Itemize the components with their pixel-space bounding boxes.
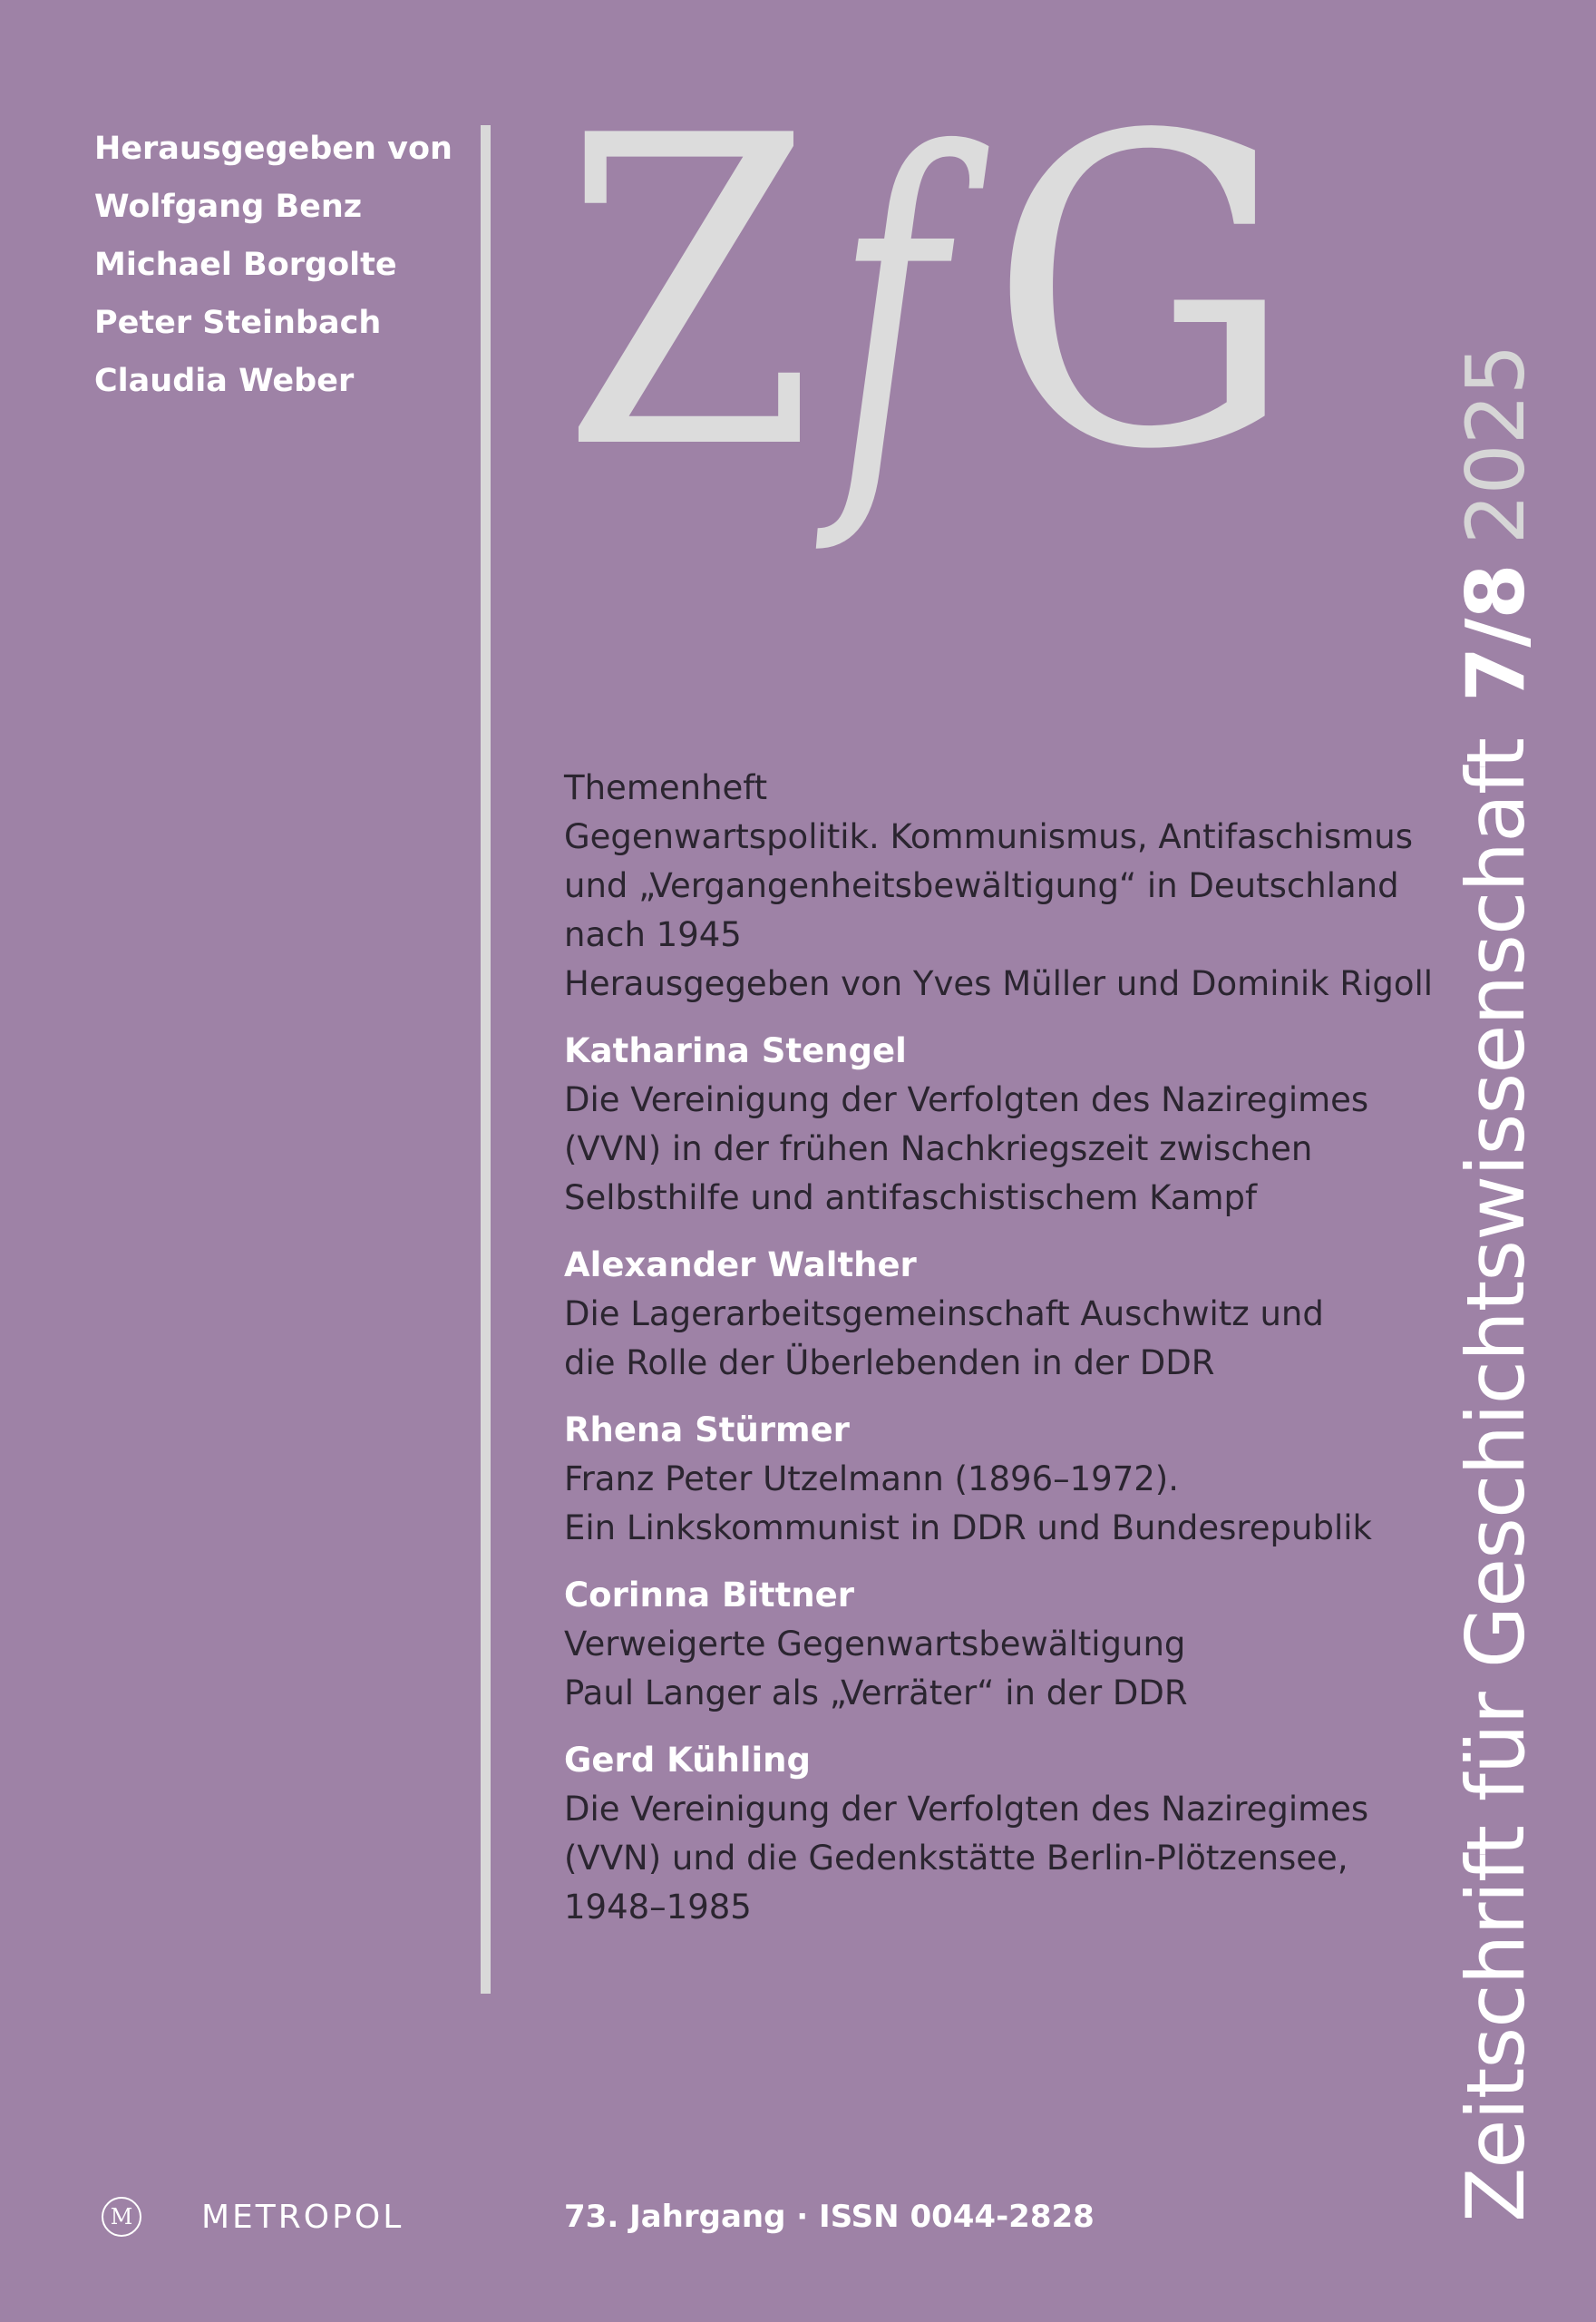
issue-number: 7/8 <box>1449 564 1542 702</box>
article-title-line: Die Vereinigung der Verfolgten des Naziregimes <box>564 1790 1369 1829</box>
article-item <box>564 1027 1416 1223</box>
theme-title-line: und „Vergangenheitsbewältigung“ in Deutschland <box>564 866 1399 905</box>
theme-title-line: nach 1945 <box>564 915 742 954</box>
theme-title-line: Gegenwartspolitik. Kommunismus, Antifaschismus <box>564 817 1414 856</box>
article-title-line: Die Vereinigung der Verfolgten des Naziregimes <box>564 1080 1369 1119</box>
article-title-line: Selbsthilfe und antifaschistischem Kampf <box>564 1178 1258 1217</box>
article-title-line: Ein Linkskommunist in DDR und Bundesrepublik <box>564 1508 1372 1547</box>
journal-spine-title <box>1451 345 1542 2222</box>
zfg-logo <box>544 45 1360 608</box>
editor-name: Peter Steinbach <box>94 305 382 341</box>
theme-block <box>564 764 1434 1009</box>
editor-name: Wolfgang Benz <box>94 189 363 225</box>
metropol-logo-icon <box>102 2197 141 2237</box>
article-title-line: Paul Langer als „Verräter“ in der DDR <box>564 1673 1188 1712</box>
article-title-line: Franz Peter Utzelmann (1896–1972). <box>564 1459 1179 1498</box>
article-title-line: (VVN) und die Gedenkstätte Berlin-Plötzensee, <box>564 1839 1348 1878</box>
article-item <box>564 1736 1416 1932</box>
article-author: Corinna Bittner <box>564 1576 854 1615</box>
article-author: Gerd Kühling <box>564 1741 811 1780</box>
article-title-line: (VVN) in der frühen Nachkriegszeit zwischen <box>564 1129 1313 1168</box>
logo-letter-g: G <box>988 46 1295 542</box>
logo-letter-z: Z <box>562 46 814 542</box>
article-author: Alexander Walther <box>564 1245 917 1284</box>
article-item <box>564 1406 1416 1553</box>
editors-block <box>94 120 457 410</box>
article-title-line: Die Lagerarbeitsgemeinschaft Auschwitz und <box>564 1294 1324 1333</box>
journal-title: Zeitschrift für Geschichtswissenschaft <box>1449 737 1542 2222</box>
editors-heading: Herausgegeben von <box>94 131 453 167</box>
issue-year: 2025 <box>1449 345 1542 545</box>
theme-label: Themenheft <box>564 768 768 807</box>
publisher-mark: M <box>110 2204 133 2229</box>
editor-name: Michael Borgolte <box>94 247 397 283</box>
publisher-block <box>102 2191 404 2242</box>
logo-letter-f: f <box>834 64 945 561</box>
article-item <box>564 1571 1416 1718</box>
vertical-divider <box>481 125 491 1994</box>
article-author: Rhena Stürmer <box>564 1410 850 1449</box>
editor-name: Claudia Weber <box>94 363 355 399</box>
article-title-line: 1948–1985 <box>564 1888 752 1927</box>
theme-editors: Herausgegeben von Yves Müller und Dominik Rigoll <box>564 964 1434 1003</box>
article-item <box>564 1241 1416 1388</box>
volume-issn: 73. Jahrgang · ISSN 0044-2828 <box>564 2199 1095 2235</box>
article-title-line: Verweigerte Gegenwartsbewältigung <box>564 1624 1186 1663</box>
article-author: Katharina Stengel <box>564 1031 907 1070</box>
publisher-name: METROPOL <box>201 2198 404 2236</box>
article-title-line: die Rolle der Überlebenden in der DDR <box>564 1343 1215 1382</box>
table-of-contents <box>564 764 1434 1950</box>
